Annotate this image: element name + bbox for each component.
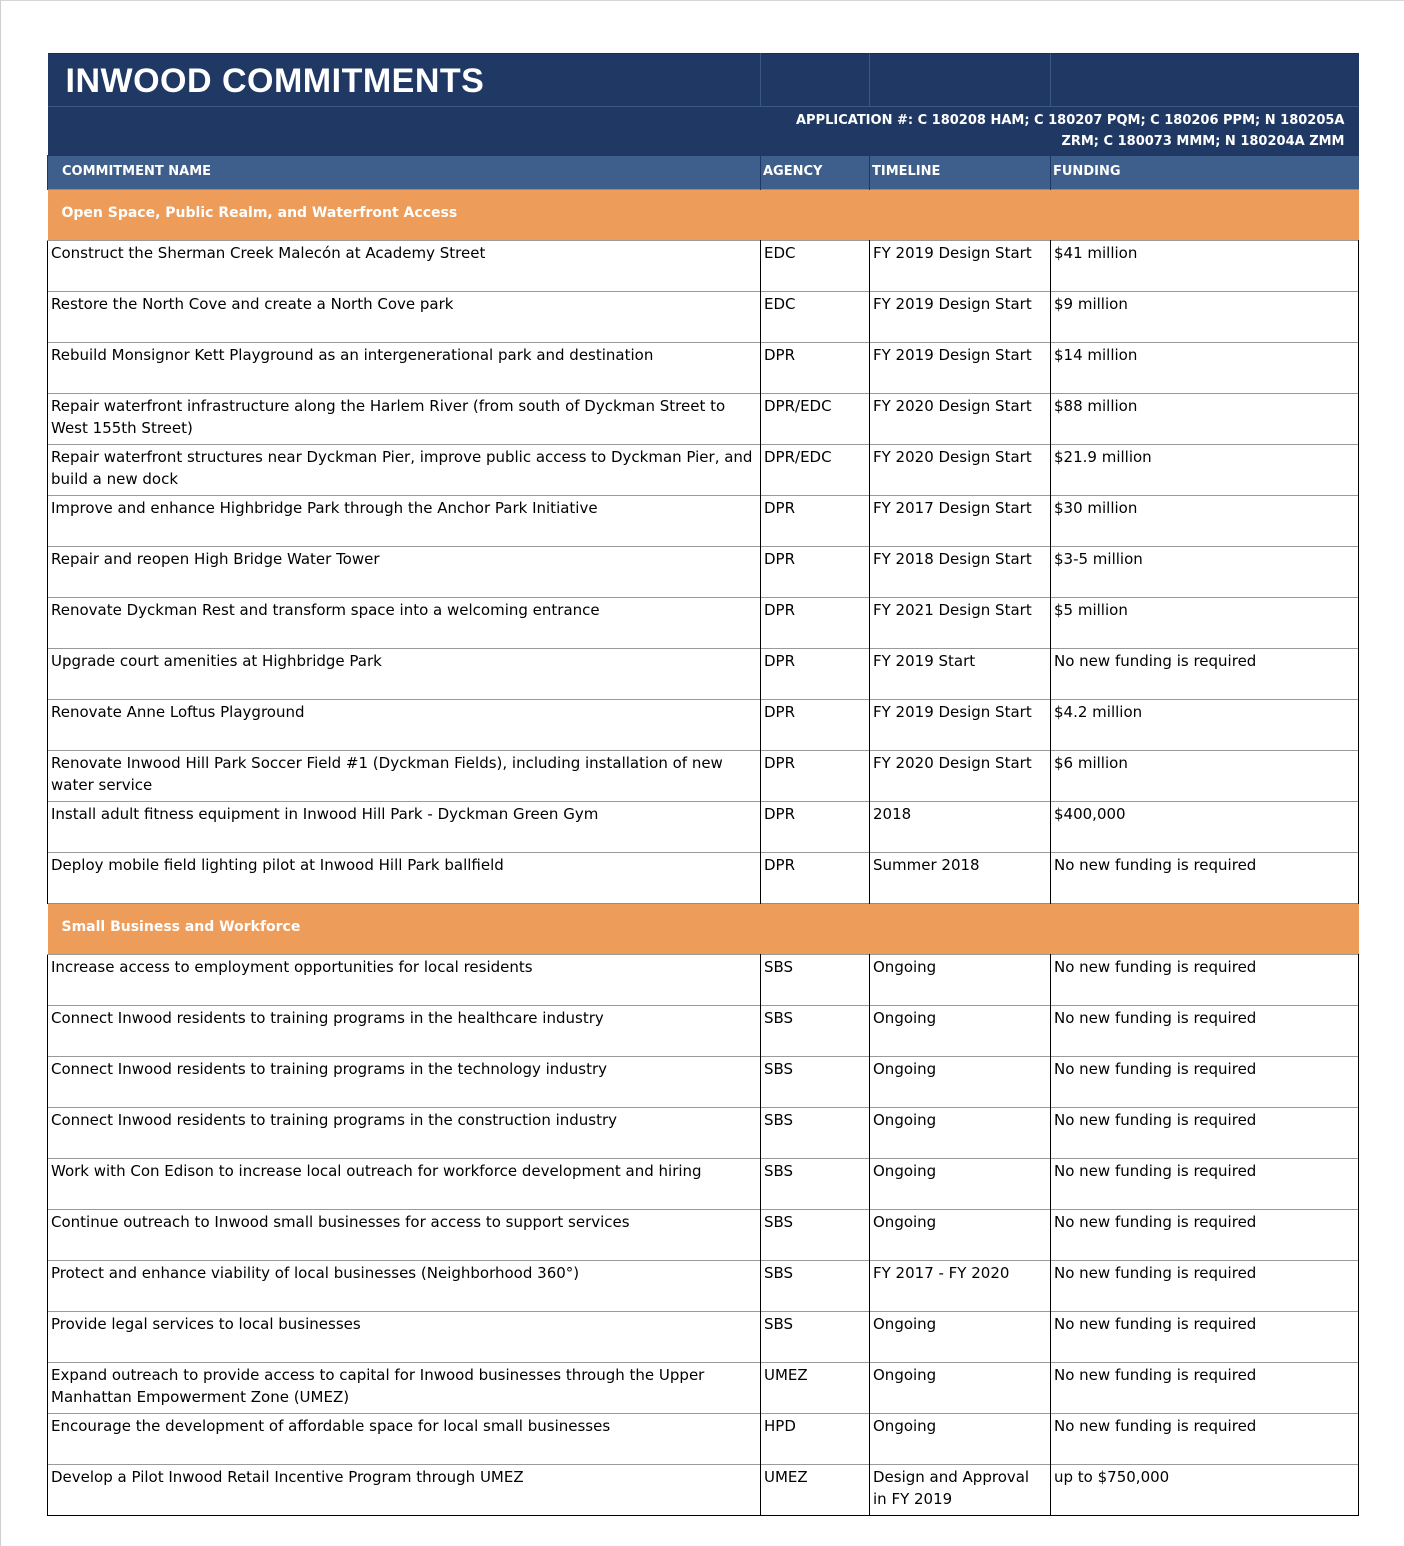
table-row (48, 496, 1359, 547)
timeline-cell-text: Ongoing (873, 1060, 937, 1078)
timeline-cell (870, 853, 1051, 904)
commitment-name-cell-text: Encourage the development of affordable space for local small businesses (51, 1417, 611, 1435)
agency-cell (761, 1210, 870, 1261)
funding-cell (1051, 394, 1359, 445)
timeline-cell-text: Ongoing (873, 1315, 937, 1333)
commitment-name-cell-text: Improve and enhance Highbridge Park through the Anchor Park Initiative (51, 499, 598, 517)
timeline-cell (870, 1057, 1051, 1108)
agency-cell-text: EDC (764, 295, 796, 313)
agency-cell-text: DPR/EDC (764, 397, 832, 415)
funding-cell-text: $21.9 million (1054, 448, 1152, 466)
column-header-name (48, 156, 761, 190)
table-row (48, 547, 1359, 598)
table-row (48, 802, 1359, 853)
agency-cell-text: SBS (764, 1009, 794, 1027)
commitments-table (47, 53, 1359, 1516)
timeline-cell-text: FY 2019 Design Start (873, 295, 1032, 313)
application-row (48, 107, 1359, 156)
title-blank-cell (870, 54, 1051, 107)
funding-cell-text: $88 million (1054, 397, 1138, 415)
timeline-cell-text: FY 2017 Design Start (873, 499, 1032, 517)
table-row (48, 292, 1359, 343)
agency-cell (761, 241, 870, 292)
agency-cell (761, 1465, 870, 1516)
column-header-name-label: COMMITMENT NAME (62, 164, 212, 179)
commitment-name-cell (48, 292, 761, 343)
timeline-cell-text: FY 2019 Design Start (873, 244, 1032, 262)
table-row (48, 751, 1359, 802)
commitment-name-cell-text: Repair and reopen High Bridge Water Tower (51, 550, 380, 568)
agency-cell (761, 445, 870, 496)
timeline-cell (870, 547, 1051, 598)
commitment-name-cell (48, 1108, 761, 1159)
commitment-name-cell (48, 1006, 761, 1057)
agency-cell (761, 751, 870, 802)
table-row (48, 1006, 1359, 1057)
timeline-cell-text: Ongoing (873, 1366, 937, 1384)
funding-cell-text: $6 million (1054, 754, 1128, 772)
section-header-cell (48, 904, 1359, 955)
agency-cell-text: DPR/EDC (764, 448, 832, 466)
funding-cell-text: $5 million (1054, 601, 1128, 619)
funding-cell-text: No new funding is required (1054, 1060, 1257, 1078)
funding-cell-text: $3-5 million (1054, 550, 1143, 568)
funding-cell (1051, 343, 1359, 394)
commitment-name-cell (48, 802, 761, 853)
funding-cell-text: $4.2 million (1054, 703, 1143, 721)
application-blank-cell (48, 107, 761, 156)
agency-cell (761, 1414, 870, 1465)
section-header-row (48, 190, 1359, 241)
page-title: INWOOD COMMITMENTS (65, 62, 485, 100)
agency-cell-text: DPR (764, 805, 796, 823)
table-row (48, 1159, 1359, 1210)
commitment-name-cell (48, 241, 761, 292)
funding-cell (1051, 241, 1359, 292)
funding-cell (1051, 1006, 1359, 1057)
agency-cell-text: DPR (764, 652, 796, 670)
table-row (48, 1414, 1359, 1465)
timeline-cell-text: Summer 2018 (873, 856, 980, 874)
commitment-name-cell-text: Increase access to employment opportunities for local residents (51, 958, 533, 976)
table-row (48, 343, 1359, 394)
agency-cell-text: DPR (764, 601, 796, 619)
funding-cell (1051, 955, 1359, 1006)
agency-cell (761, 1006, 870, 1057)
commitment-name-cell-text: Connect Inwood residents to training programs in the healthcare industry (51, 1009, 604, 1027)
commitment-name-cell-text: Construct the Sherman Creek Malecón at Academy Street (51, 244, 486, 262)
commitment-name-cell (48, 445, 761, 496)
funding-cell-text: No new funding is required (1054, 1162, 1257, 1180)
table-row (48, 394, 1359, 445)
timeline-cell (870, 1159, 1051, 1210)
commitment-name-cell (48, 700, 761, 751)
commitment-name-cell-text: Renovate Dyckman Rest and transform space into a welcoming entrance (51, 601, 600, 619)
funding-cell-text: No new funding is required (1054, 1111, 1257, 1129)
funding-cell (1051, 700, 1359, 751)
title-blank-cell (1051, 54, 1359, 107)
timeline-cell-text: FY 2019 Design Start (873, 346, 1032, 364)
timeline-cell (870, 649, 1051, 700)
table-row (48, 649, 1359, 700)
funding-cell (1051, 1210, 1359, 1261)
timeline-cell-text: Design and Approval in FY 2019 (873, 1468, 1030, 1508)
timeline-cell (870, 598, 1051, 649)
timeline-cell (870, 394, 1051, 445)
commitment-name-cell (48, 853, 761, 904)
agency-cell (761, 1108, 870, 1159)
commitment-name-cell-text: Provide legal services to local businesses (51, 1315, 361, 1333)
funding-cell (1051, 1261, 1359, 1312)
funding-cell (1051, 802, 1359, 853)
timeline-cell (870, 241, 1051, 292)
table-row (48, 700, 1359, 751)
column-header-agency (761, 156, 870, 190)
commitment-name-cell (48, 343, 761, 394)
agency-cell-text: SBS (764, 1264, 794, 1282)
commitment-name-cell (48, 649, 761, 700)
commitment-name-cell (48, 598, 761, 649)
timeline-cell-text: FY 2019 Start (873, 652, 976, 670)
timeline-cell (870, 802, 1051, 853)
commitment-name-cell (48, 751, 761, 802)
timeline-cell (870, 496, 1051, 547)
timeline-cell-text: Ongoing (873, 1009, 937, 1027)
page-edge-top (0, 0, 1404, 1)
commitment-name-cell (48, 547, 761, 598)
section-header-row (48, 904, 1359, 955)
timeline-cell-text: FY 2020 Design Start (873, 754, 1032, 772)
timeline-cell-text: Ongoing (873, 1111, 937, 1129)
commitment-name-cell-text: Renovate Anne Loftus Playground (51, 703, 305, 721)
section-title: Small Business and Workforce (61, 919, 301, 935)
agency-cell (761, 1363, 870, 1414)
commitment-name-cell (48, 1261, 761, 1312)
timeline-cell (870, 1414, 1051, 1465)
agency-cell (761, 598, 870, 649)
column-header-row (48, 156, 1359, 190)
funding-cell-text: No new funding is required (1054, 652, 1257, 670)
agency-cell-text: DPR (764, 754, 796, 772)
funding-cell-text: No new funding is required (1054, 958, 1257, 976)
funding-cell (1051, 445, 1359, 496)
funding-cell (1051, 1108, 1359, 1159)
agency-cell-text: DPR (764, 856, 796, 874)
timeline-cell (870, 751, 1051, 802)
timeline-cell-text: FY 2021 Design Start (873, 601, 1032, 619)
funding-cell-text: No new funding is required (1054, 1417, 1257, 1435)
timeline-cell-text: FY 2018 Design Start (873, 550, 1032, 568)
timeline-cell (870, 1210, 1051, 1261)
agency-cell-text: DPR (764, 550, 796, 568)
agency-cell-text: HPD (764, 1417, 796, 1435)
funding-cell-text: up to $750,000 (1054, 1468, 1170, 1486)
timeline-cell (870, 1465, 1051, 1516)
agency-cell (761, 292, 870, 343)
funding-cell (1051, 649, 1359, 700)
funding-cell (1051, 1414, 1359, 1465)
timeline-cell-text: 2018 (873, 805, 912, 823)
agency-cell-text: SBS (764, 958, 794, 976)
funding-cell (1051, 1465, 1359, 1516)
timeline-cell (870, 292, 1051, 343)
table-row (48, 1261, 1359, 1312)
table-row (48, 1108, 1359, 1159)
agency-cell (761, 649, 870, 700)
funding-cell (1051, 853, 1359, 904)
funding-cell-text: No new funding is required (1054, 856, 1257, 874)
timeline-cell (870, 955, 1051, 1006)
agency-cell (761, 1312, 870, 1363)
agency-cell-text: EDC (764, 244, 796, 262)
commitment-name-cell (48, 1312, 761, 1363)
commitment-name-cell-text: Develop a Pilot Inwood Retail Incentive Program through UMEZ (51, 1468, 524, 1486)
commitment-name-cell (48, 1465, 761, 1516)
commitment-name-cell-text: Renovate Inwood Hill Park Soccer Field #1 (Dyckman Fields), including installation of new water service (51, 754, 723, 794)
commitment-name-cell (48, 1363, 761, 1414)
timeline-cell-text: FY 2020 Design Start (873, 448, 1032, 466)
timeline-cell-text: FY 2017 - FY 2020 (873, 1264, 1010, 1282)
title-cell (48, 54, 761, 107)
timeline-cell-text: Ongoing (873, 1213, 937, 1231)
commitment-name-cell-text: Connect Inwood residents to training programs in the construction industry (51, 1111, 618, 1129)
commitment-name-cell-text: Connect Inwood residents to training programs in the technology industry (51, 1060, 608, 1078)
funding-cell (1051, 1057, 1359, 1108)
commitment-name-cell (48, 1159, 761, 1210)
commitment-name-cell-text: Work with Con Edison to increase local outreach for workforce development and hiring (51, 1162, 702, 1180)
commitment-name-cell-text: Rebuild Monsignor Kett Playground as an intergenerational park and destination (51, 346, 654, 364)
timeline-cell-text: Ongoing (873, 1417, 937, 1435)
table-row (48, 1465, 1359, 1516)
commitment-name-cell-text: Deploy mobile field lighting pilot at Inwood Hill Park ballfield (51, 856, 504, 874)
timeline-cell-text: Ongoing (873, 1162, 937, 1180)
table-row (48, 1312, 1359, 1363)
agency-cell-text: SBS (764, 1111, 794, 1129)
column-header-agency-label: AGENCY (763, 164, 823, 179)
commitment-name-cell-text: Protect and enhance viability of local businesses (Neighborhood 360°) (51, 1264, 580, 1282)
commitment-name-cell-text: Expand outreach to provide access to capital for Inwood businesses through the Upper Manhattan Empowerment Zone (UMEZ) (51, 1366, 705, 1406)
table-row (48, 1210, 1359, 1261)
funding-cell (1051, 496, 1359, 547)
timeline-cell-text: FY 2019 Design Start (873, 703, 1032, 721)
table-row (48, 1057, 1359, 1108)
agency-cell (761, 343, 870, 394)
commitment-name-cell (48, 955, 761, 1006)
commitment-name-cell (48, 1057, 761, 1108)
section-header-cell (48, 190, 1359, 241)
timeline-cell (870, 1312, 1051, 1363)
agency-cell (761, 1057, 870, 1108)
column-header-timeline (870, 156, 1051, 190)
funding-cell (1051, 751, 1359, 802)
commitment-name-cell (48, 496, 761, 547)
title-blank-cell (761, 54, 870, 107)
funding-cell-text: $14 million (1054, 346, 1138, 364)
funding-cell-text: No new funding is required (1054, 1366, 1257, 1384)
commitment-name-cell-text: Install adult fitness equipment in Inwood Hill Park - Dyckman Green Gym (51, 805, 599, 823)
funding-cell-text: $41 million (1054, 244, 1138, 262)
commitment-name-cell (48, 394, 761, 445)
table-row (48, 955, 1359, 1006)
column-header-funding (1051, 156, 1359, 190)
commitment-name-cell (48, 1414, 761, 1465)
table-row (48, 1363, 1359, 1414)
table-row (48, 445, 1359, 496)
column-header-funding-label: FUNDING (1053, 164, 1121, 179)
timeline-cell (870, 1006, 1051, 1057)
timeline-cell (870, 1108, 1051, 1159)
funding-cell (1051, 598, 1359, 649)
funding-cell-text: No new funding is required (1054, 1264, 1257, 1282)
timeline-cell (870, 700, 1051, 751)
agency-cell-text: SBS (764, 1213, 794, 1231)
agency-cell (761, 1261, 870, 1312)
agency-cell (761, 394, 870, 445)
agency-cell-text: UMEZ (764, 1468, 808, 1486)
application-numbers: APPLICATION #: C 180208 HAM; C 180207 PQM; C 180206 PPM; N 180205A ZRM; C 180073 MMM; N 180204A ZMM (795, 113, 1345, 149)
funding-cell (1051, 1159, 1359, 1210)
funding-cell (1051, 1312, 1359, 1363)
table-row (48, 598, 1359, 649)
timeline-cell-text: Ongoing (873, 958, 937, 976)
table-row (48, 241, 1359, 292)
timeline-cell (870, 445, 1051, 496)
funding-cell-text: $9 million (1054, 295, 1128, 313)
page-edge-left (0, 0, 1, 1546)
funding-cell (1051, 1363, 1359, 1414)
timeline-cell-text: FY 2020 Design Start (873, 397, 1032, 415)
agency-cell (761, 802, 870, 853)
agency-cell-text: DPR (764, 703, 796, 721)
column-header-timeline-label: TIMELINE (872, 164, 941, 179)
funding-cell-text: No new funding is required (1054, 1315, 1257, 1333)
commitment-name-cell-text: Repair waterfront structures near Dyckman Pier, improve public access to Dyckman Pier, and build a new dock (51, 448, 753, 488)
funding-cell-text: $30 million (1054, 499, 1138, 517)
funding-cell-text: $400,000 (1054, 805, 1126, 823)
application-cell (761, 107, 1359, 156)
funding-cell (1051, 292, 1359, 343)
agency-cell (761, 496, 870, 547)
agency-cell-text: UMEZ (764, 1366, 808, 1384)
commitment-name-cell-text: Continue outreach to Inwood small businesses for access to support services (51, 1213, 630, 1231)
funding-cell-text: No new funding is required (1054, 1213, 1257, 1231)
agency-cell (761, 853, 870, 904)
agency-cell-text: DPR (764, 499, 796, 517)
agency-cell-text: SBS (764, 1162, 794, 1180)
section-title: Open Space, Public Realm, and Waterfront Access (61, 205, 458, 221)
agency-cell-text: SBS (764, 1315, 794, 1333)
agency-cell (761, 955, 870, 1006)
commitment-name-cell-text: Upgrade court amenities at Highbridge Park (51, 652, 382, 670)
timeline-cell (870, 343, 1051, 394)
timeline-cell (870, 1363, 1051, 1414)
agency-cell (761, 1159, 870, 1210)
agency-cell (761, 700, 870, 751)
agency-cell-text: SBS (764, 1060, 794, 1078)
commitment-name-cell (48, 1210, 761, 1261)
agency-cell (761, 547, 870, 598)
funding-cell-text: No new funding is required (1054, 1009, 1257, 1027)
timeline-cell (870, 1261, 1051, 1312)
commitment-name-cell-text: Repair waterfront infrastructure along the Harlem River (from south of Dyckman Street to West 155th Street) (51, 397, 726, 437)
agency-cell-text: DPR (764, 346, 796, 364)
funding-cell (1051, 547, 1359, 598)
commitment-name-cell-text: Restore the North Cove and create a North Cove park (51, 295, 454, 313)
table-row (48, 853, 1359, 904)
title-row (48, 54, 1359, 107)
